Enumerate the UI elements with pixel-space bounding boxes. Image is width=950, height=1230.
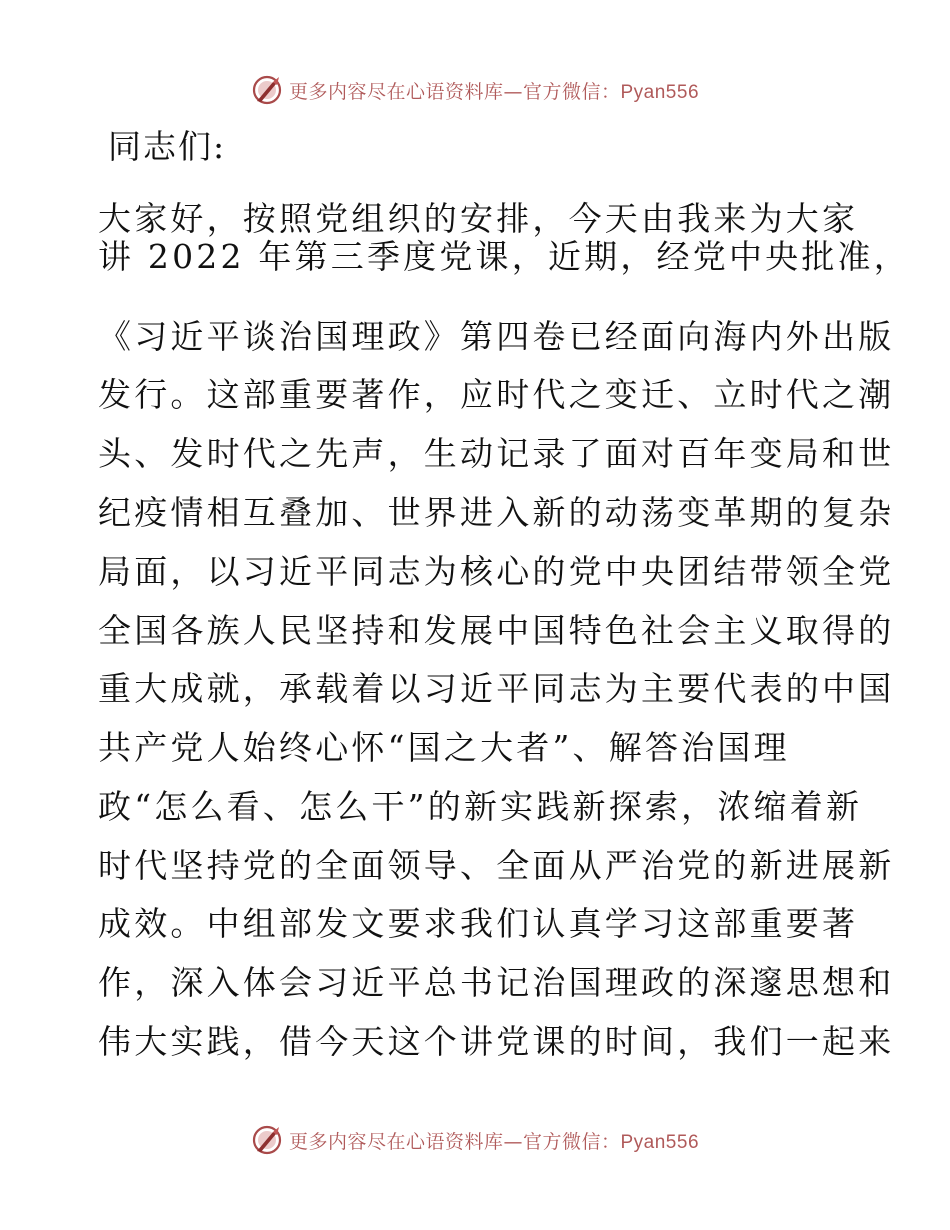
watermark-text: 更多内容尽在心语资料库—官方微信：Pyan556 [288,80,700,103]
watermark-text: 更多内容尽在心语资料库—官方微信：Pyan556 [288,1130,700,1153]
body-line: 共产党人始终心怀“国之大者”、解答治国理 [98,728,790,767]
body-line: 《习近平谈治国理政》第四卷已经面向海内外出版 [98,317,895,356]
body-line: 作，深入体会习近平总书记治国理政的深邃思想和 [98,963,895,1002]
body-line: 伟大实践，借今天这个讲党课的时间，我们一起来 [98,1022,895,1061]
quill-pen-seal-icon [251,1124,283,1156]
body-line: 纪疫情相互叠加、世界进入新的动荡变革期的复杂 [98,493,895,532]
body-line: 全国各族人民坚持和发展中国特色社会主义取得的 [98,611,895,650]
body-line: 重大成就，承载着以习近平同志为主要代表的中国 [98,669,895,708]
body-line: 成效。中组部发文要求我们认真学习这部重要著 [98,904,859,943]
body-line: 政“怎么看、怎么干”的新实践新探索，浓缩着新 [98,787,863,826]
quill-pen-seal-icon [251,74,283,106]
body-line: 发行。这部重要著作，应时代之变迁、立时代之潮 [98,375,895,414]
header-watermark [0,70,950,110]
footer-watermark [0,1120,950,1160]
salutation: 同志们: [108,127,227,166]
body-line: 头、发时代之先声，生动记录了面对百年变局和世 [98,434,895,473]
body-line: 时代坚持党的全面领导、全面从严治党的新进展新 [98,846,895,885]
body-line: 大家好，按照党组织的安排，今天由我来为大家 [98,199,859,238]
body-line: 局面，以习近平同志为核心的党中央团结带领全党 [98,552,895,591]
body-line: 讲 2022 年第三季度党课，近期，经党中央批准， [98,237,910,276]
